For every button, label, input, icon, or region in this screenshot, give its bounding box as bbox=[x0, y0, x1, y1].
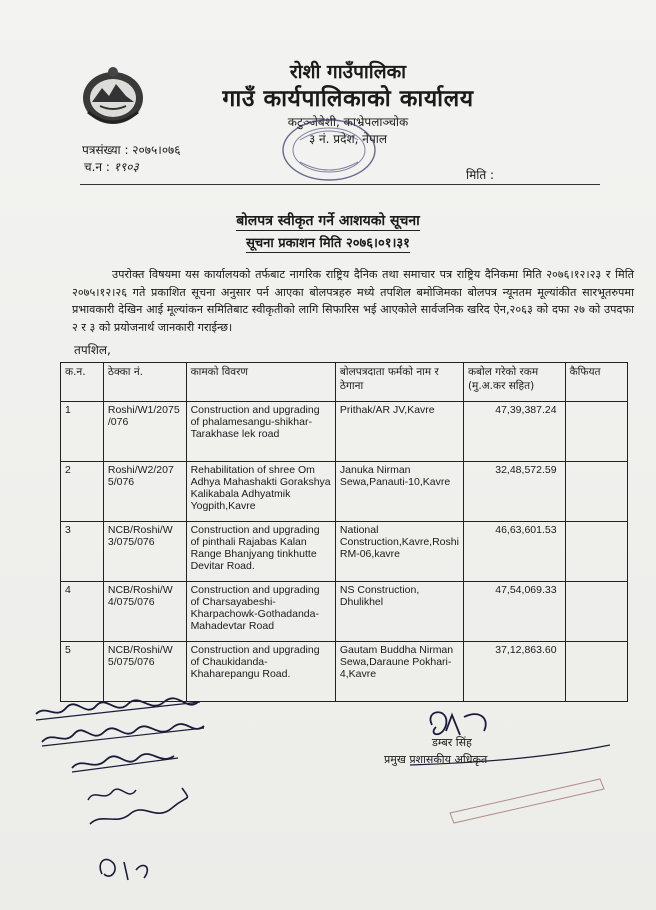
cell-remarks bbox=[565, 402, 627, 462]
handwritten-note bbox=[32, 684, 232, 884]
cell-description: Construction and upgrading of Charsayabeshi-Kharpachowk-Gothadanda-Mahadevtar Road bbox=[186, 582, 335, 642]
cell-sn: 1 bbox=[61, 402, 104, 462]
cell-sn: 3 bbox=[61, 522, 104, 582]
cell-sn: 2 bbox=[61, 462, 104, 522]
cell-description: Construction and upgrading of Chaukidanda-Khaharepangu Road. bbox=[186, 642, 335, 702]
municipality-name: रोशी गाउँपालिका bbox=[289, 61, 407, 83]
cell-bidder: Prithak/AR JV,Kavre bbox=[335, 402, 463, 462]
cell-bidder: National Construction,Kavre,Roshi RM-06,kavre bbox=[335, 522, 463, 582]
table-header-row bbox=[61, 363, 628, 402]
cell-remarks bbox=[565, 642, 627, 702]
cell-remarks bbox=[565, 462, 627, 522]
cell-contract: NCB/Roshi/W 5/075/076 bbox=[103, 642, 186, 702]
cell-amount: 47,54,069.33 bbox=[463, 582, 565, 642]
col-header-bidder: बोलपत्रदाता फर्मको नाम र ठेगाना bbox=[335, 363, 463, 402]
notice-body: उपरोक्त विषयमा यस कार्यालयको तर्फबाट नागरिक राष्ट्रिय दैनिक तथा समाचार पत्र राष्ट्रिय दैनिकमा मिति २०७६।१२।२३ र मिति २०७५।१२।२६ गते प्रकाशित सूचना अनुसार पर्न आएका बोलपत्रहरु मध्ये तपशिल बमोजिमका बोलपत्र न्यूनतम मूल्यांकीत सारभूतरुपमा प्रभावकारी देखिन आई मूल्यांकन समितिबाट स्वीकृतीको लागि सिफारिस भई आएकोले सार्वजनिक खरिद ऐन,२०६३ को दफा २७ को उपदफा २ र ३ को प्रयोजनार्थ जानकारी गराईन्छ। bbox=[72, 268, 634, 334]
col-header-remarks: कैफियत bbox=[565, 363, 627, 402]
signatory-name: डम्बर सिंह bbox=[432, 736, 472, 749]
cell-contract: NCB/Roshi/W 3/075/076 bbox=[103, 522, 186, 582]
cell-bidder: NS Construction, Dhulikhel bbox=[335, 582, 463, 642]
table-row bbox=[61, 522, 628, 582]
cell-contract: Roshi/W2/207 5/076 bbox=[103, 462, 186, 522]
notice-publish-date bbox=[0, 233, 656, 251]
bid-table bbox=[60, 362, 628, 702]
details-label: तपशिल, bbox=[74, 343, 111, 357]
cell-contract: Roshi/W1/2075 /076 bbox=[103, 402, 186, 462]
cell-sn: 4 bbox=[61, 582, 104, 642]
cell-sn: 5 bbox=[61, 642, 104, 702]
cell-description: Rehabilitation of shree Om Adhya Mahashakti Gorakshya Kalikabala Adhyatmik Yogpith,Kavre bbox=[186, 462, 335, 522]
cell-bidder: Gautam Buddha Nirman Sewa,Daraune Pokhari-4,Kavre bbox=[335, 642, 463, 702]
cell-remarks bbox=[565, 582, 627, 642]
header-divider bbox=[80, 184, 600, 185]
cell-amount: 37,12,863.60 bbox=[463, 642, 565, 702]
cell-amount: 47,39,387.24 bbox=[463, 402, 565, 462]
cell-remarks bbox=[565, 522, 627, 582]
office-name: गाउँ कार्यपालिकाको कार्यालय bbox=[222, 86, 474, 112]
dispatch-number bbox=[84, 158, 139, 175]
table-row bbox=[61, 402, 628, 462]
cell-amount: 46,63,601.53 bbox=[463, 522, 565, 582]
signatory-designation: प्रमुख प्रशासकीय अधिकृत bbox=[384, 753, 488, 766]
letter-number: पत्रसंख्या : २०७५।०७६ bbox=[82, 143, 181, 157]
cell-amount: 32,48,572.59 bbox=[463, 462, 565, 522]
office-address: कटुञ्जेबेशी, काभ्रेपलाञ्चोक bbox=[287, 115, 409, 129]
cell-description: Construction and upgrading of phalamesangu-shikhar-Tarakhase lek road bbox=[186, 402, 335, 462]
date-label: मिति : bbox=[466, 168, 495, 182]
table-row bbox=[61, 582, 628, 642]
col-header-amount: कबोल गरेको रकम (मु.अ.कर सहित) bbox=[463, 363, 565, 402]
col-header-sn: क.न. bbox=[61, 363, 104, 402]
notice-title-text: बोलपत्र स्वीकृत गर्ने आशयको सूचना bbox=[236, 213, 420, 229]
office-round-stamp bbox=[270, 112, 388, 190]
notice-publish-date-text: सूचना प्रकाशन मिति २०७६।०१।३१ bbox=[246, 236, 410, 251]
table-row bbox=[61, 462, 628, 522]
dispatch-number-label: च.न : bbox=[84, 160, 110, 174]
dispatch-number-value: १९०३ bbox=[113, 160, 139, 174]
col-header-contract: ठेक्का नं. bbox=[103, 363, 186, 402]
cell-contract: NCB/Roshi/W 4/075/076 bbox=[103, 582, 186, 642]
col-header-description: कामको विवरण bbox=[186, 363, 335, 402]
cell-description: Construction and upgrading of pinthali Rajabas Kalan Range Bhanjyang tinkhutte Devitar Road. bbox=[186, 522, 335, 582]
cell-bidder: Januka Nirman Sewa,Panauti-10,Kavre bbox=[335, 462, 463, 522]
office-province: ३ नं. प्रदेश, नेपाल bbox=[308, 132, 388, 146]
notice-title bbox=[0, 211, 656, 230]
